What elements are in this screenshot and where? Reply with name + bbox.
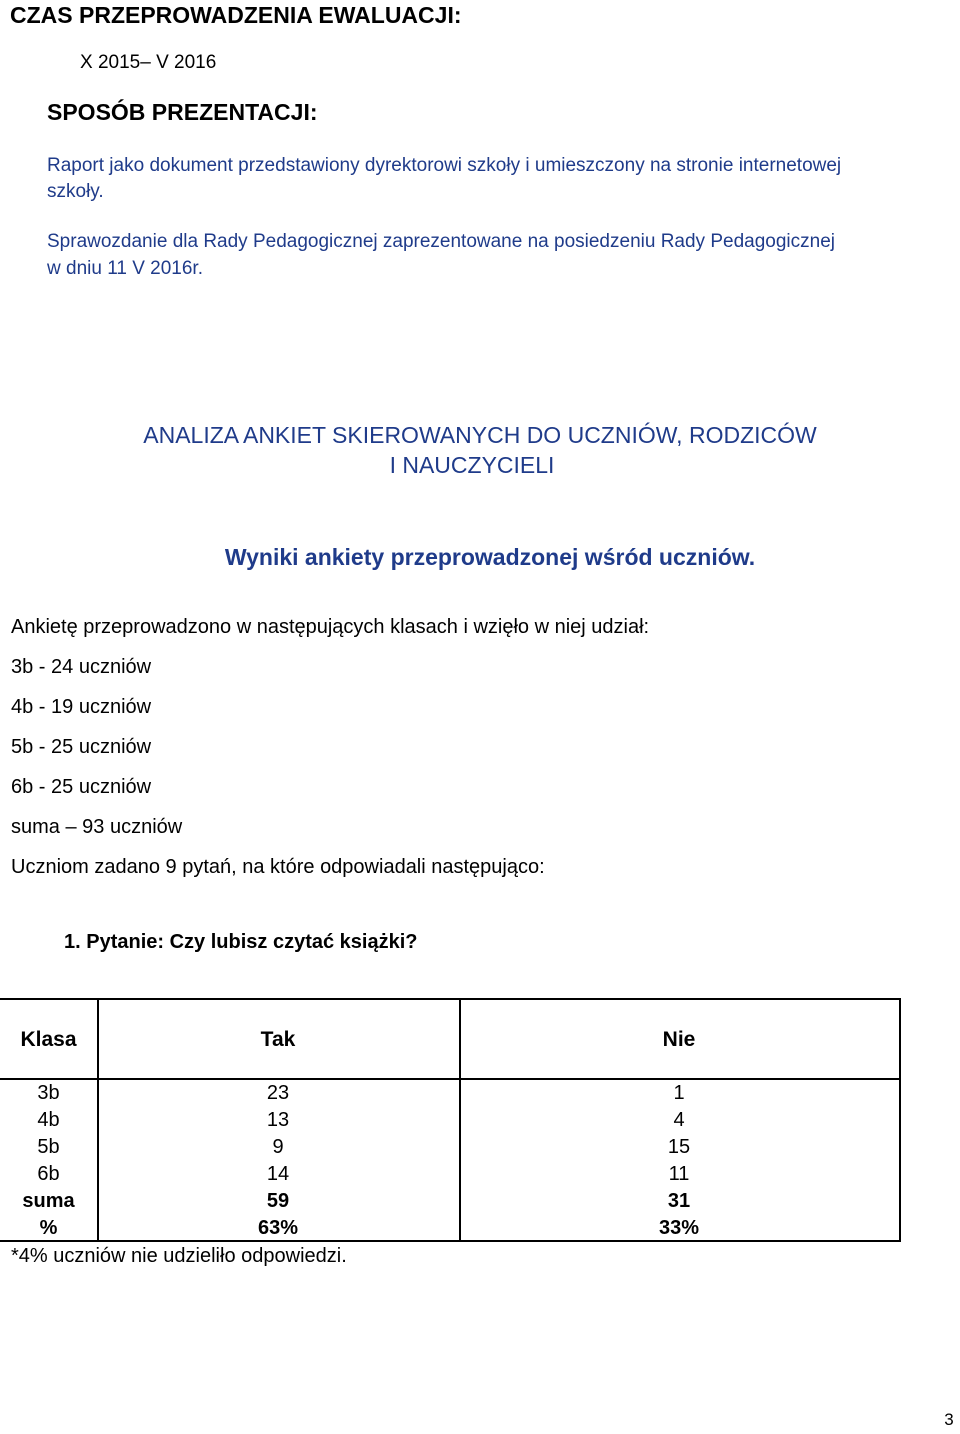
class-total-count: suma – 93 uczniów — [11, 816, 183, 838]
analysis-title-line-1: ANALIZA ANKIET SKIEROWANYCH DO UCZNIÓW, RODZICÓW — [143, 422, 817, 448]
table-cell-row3-nie: 15 — [667, 1136, 691, 1158]
class-6b-count: 6b - 25 uczniów — [11, 776, 152, 798]
presentation-heading: SPOSÓB PREZENTACJI: — [47, 99, 318, 125]
time-heading: CZAS PRZEPROWADZENIA EWALUACJI: — [10, 2, 462, 28]
table-cell-pct-tak: 63% — [257, 1217, 299, 1239]
table-cell-row3-klasa: 5b — [37, 1136, 60, 1158]
analysis-subtitle: Wyniki ankiety przeprowadzonej wśród uczniów. — [224, 544, 756, 570]
table-cell-row3-tak: 9 — [272, 1136, 284, 1158]
table-cell-row2-tak: 13 — [266, 1109, 290, 1131]
class-3b-count: 3b - 24 uczniów — [11, 656, 152, 678]
results-table — [0, 998, 901, 1242]
page-number: 3 — [944, 1410, 954, 1429]
table-header-nie: Nie — [662, 1028, 696, 1051]
table-cell-pct-klasa: % — [39, 1217, 58, 1239]
questions-intro: Uczniom zadano 9 pytań, na które odpowiadali następująco: — [11, 856, 545, 878]
table-cell-pct-nie: 33% — [658, 1217, 700, 1239]
table-cell-row4-klasa: 6b — [37, 1163, 60, 1185]
table-cell-row2-klasa: 4b — [37, 1109, 60, 1131]
table-cell-row1-nie: 1 — [673, 1082, 685, 1104]
table-cell-sum-klasa: suma — [22, 1190, 75, 1212]
report-line-1: Sprawozdanie dla Rady Pedagogicznej zaprezentowane na posiedzeniu Rady Pedagogicznej — [47, 231, 835, 252]
report-line-2: w dniu 11 V 2016r. — [47, 258, 203, 279]
table-cell-sum-nie: 31 — [667, 1190, 691, 1212]
table-cell-row1-tak: 23 — [266, 1082, 290, 1104]
table-cell-row2-nie: 4 — [673, 1109, 685, 1131]
table-header-klasa: Klasa — [20, 1028, 77, 1051]
table-cell-row4-nie: 11 — [668, 1163, 690, 1185]
time-value: X 2015– V 2016 — [80, 52, 217, 73]
question-1-heading: 1. Pytanie: Czy lubisz czytać książki? — [64, 931, 418, 953]
table-cell-row1-klasa: 3b — [37, 1082, 60, 1104]
survey-intro: Ankietę przeprowadzono w następujących klasach i wzięło w niej udział: — [11, 616, 650, 638]
table-cell-row4-tak: 14 — [266, 1163, 290, 1185]
table-footnote: *4% uczniów nie udzieliło odpowiedzi. — [11, 1245, 347, 1267]
analysis-title-line-2: I NAUCZYCIELI — [389, 452, 555, 478]
table-header-tak: Tak — [260, 1028, 296, 1051]
table-cell-sum-tak: 59 — [266, 1190, 290, 1212]
presentation-line-2: szkoły. — [47, 181, 104, 202]
class-5b-count: 5b - 25 uczniów — [11, 736, 152, 758]
presentation-line-1: Raport jako dokument przedstawiony dyrektorowi szkoły i umieszczony na stronie internetowej — [47, 155, 842, 176]
class-4b-count: 4b - 19 uczniów — [11, 696, 152, 718]
